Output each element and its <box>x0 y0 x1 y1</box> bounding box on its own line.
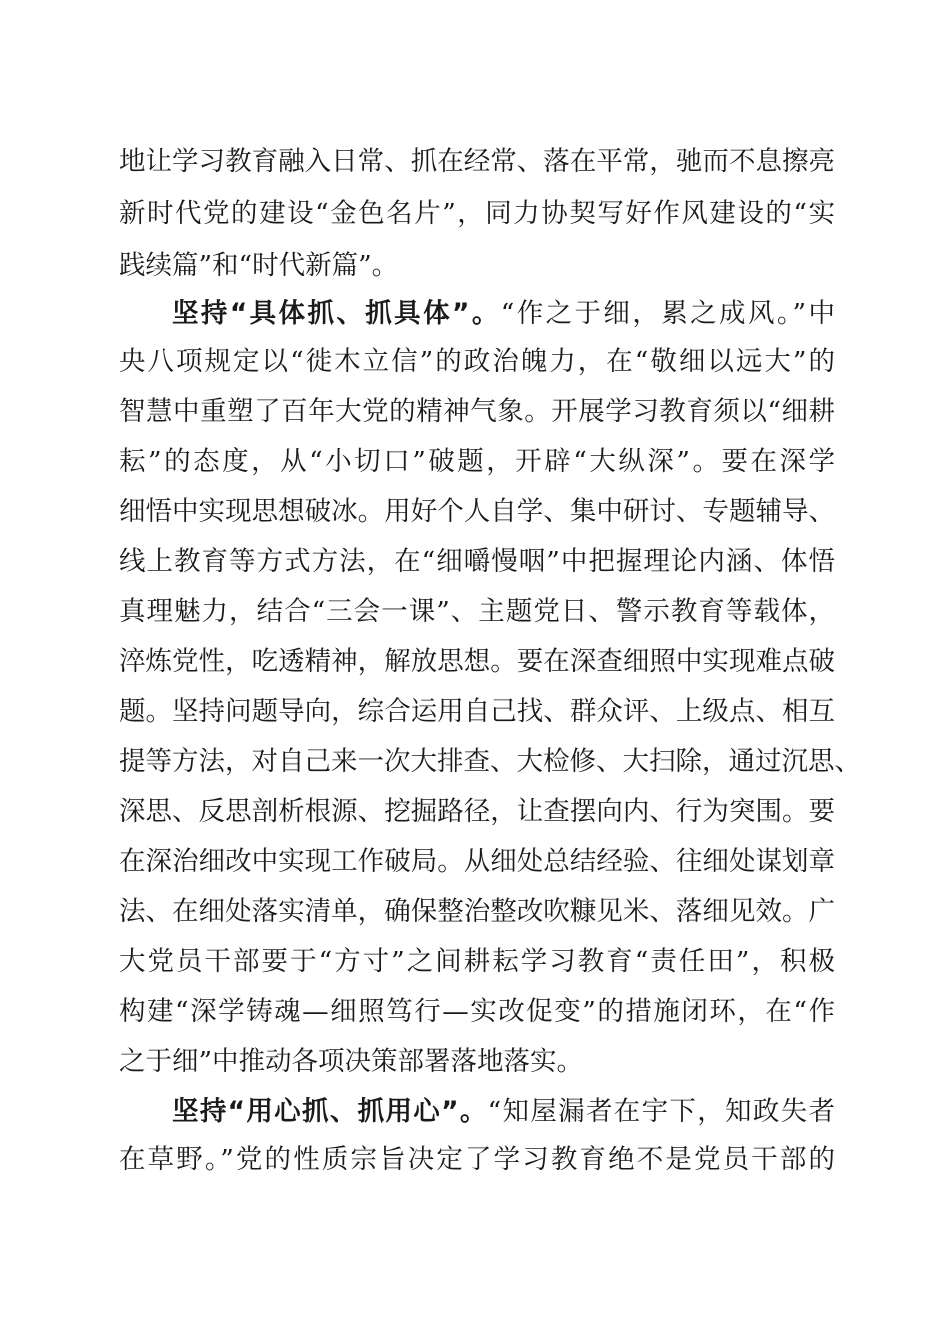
body-text-line: 真理魅力，结合“三会一课”、主题党日、警示教育等载体， <box>119 596 835 627</box>
body-text-line: 央八项规定以“徙木立信”的政治魄力，在“敬细以远大”的 <box>119 346 835 377</box>
body-text-line: 提等方法，对自己来一次大排查、大检修、大扫除，通过沉思、 <box>119 746 861 777</box>
body-text-line: 构建“深学铸魂—细照笃行—实改促变”的措施闭环，在“作 <box>119 996 835 1027</box>
body-text-line: 淬炼党性，吃透精神，解放思想。要在深查细照中实现难点破 <box>119 646 835 677</box>
body-text-line: 大党员干部要于“方寸”之间耕耘学习教育“责任田”，积极 <box>119 946 835 977</box>
body-text-line: 新时代党的建设“金色名片”，同力协契写好作风建设的“实 <box>119 198 835 229</box>
body-text-line: 在深治细改中实现工作破局。从细处总结经验、往细处谋划章 <box>119 846 835 877</box>
body-text-line: 之于细”中推动各项决策部署落地落实。 <box>119 1046 584 1077</box>
body-text-line: 法、在细处落实清单，确保整治整改吹糠见米、落细见效。广 <box>119 896 835 927</box>
body-text-line: 地让学习教育融入日常、抓在经常、落在平常，驰而不息擦亮 <box>119 146 835 177</box>
paragraph-first-line <box>172 1086 835 1138</box>
paragraph-first-line <box>172 288 835 340</box>
body-text-line: 线上教育等方式方法，在“细嚼慢咽”中把握理论内涵、体悟 <box>119 546 835 577</box>
body-text-line: 细悟中实现思想破冰。用好个人自学、集中研讨、专题辅导、 <box>119 496 835 527</box>
paragraph-first-line-text: “作之于细，累之成风。”中 <box>500 298 835 329</box>
body-text-line: 耘”的态度，从“小切口”破题，开辟“大纵深”。要在深学 <box>119 446 835 477</box>
paragraph-heading: 坚持“具体抓、抓具体”。 <box>172 298 501 329</box>
body-text-line: 在草野。”党的性质宗旨决定了学习教育绝不是党员干部的 <box>119 1144 835 1175</box>
body-text-line: 践续篇”和“时代新篇”。 <box>119 250 399 281</box>
paragraph-heading: 坚持“用心抓、抓用心”。 <box>172 1096 488 1127</box>
paragraph-first-line-text: “知屋漏者在宇下，知政失者 <box>487 1096 835 1127</box>
body-text-line: 题。坚持问题导向，综合运用自己找、群众评、上级点、相互 <box>119 696 835 727</box>
body-text-line: 智慧中重塑了百年大党的精神气象。开展学习教育须以“细耕 <box>119 396 835 427</box>
body-text-line: 深思、反思剖析根源、挖掘路径，让查摆向内、行为突围。要 <box>119 796 835 827</box>
